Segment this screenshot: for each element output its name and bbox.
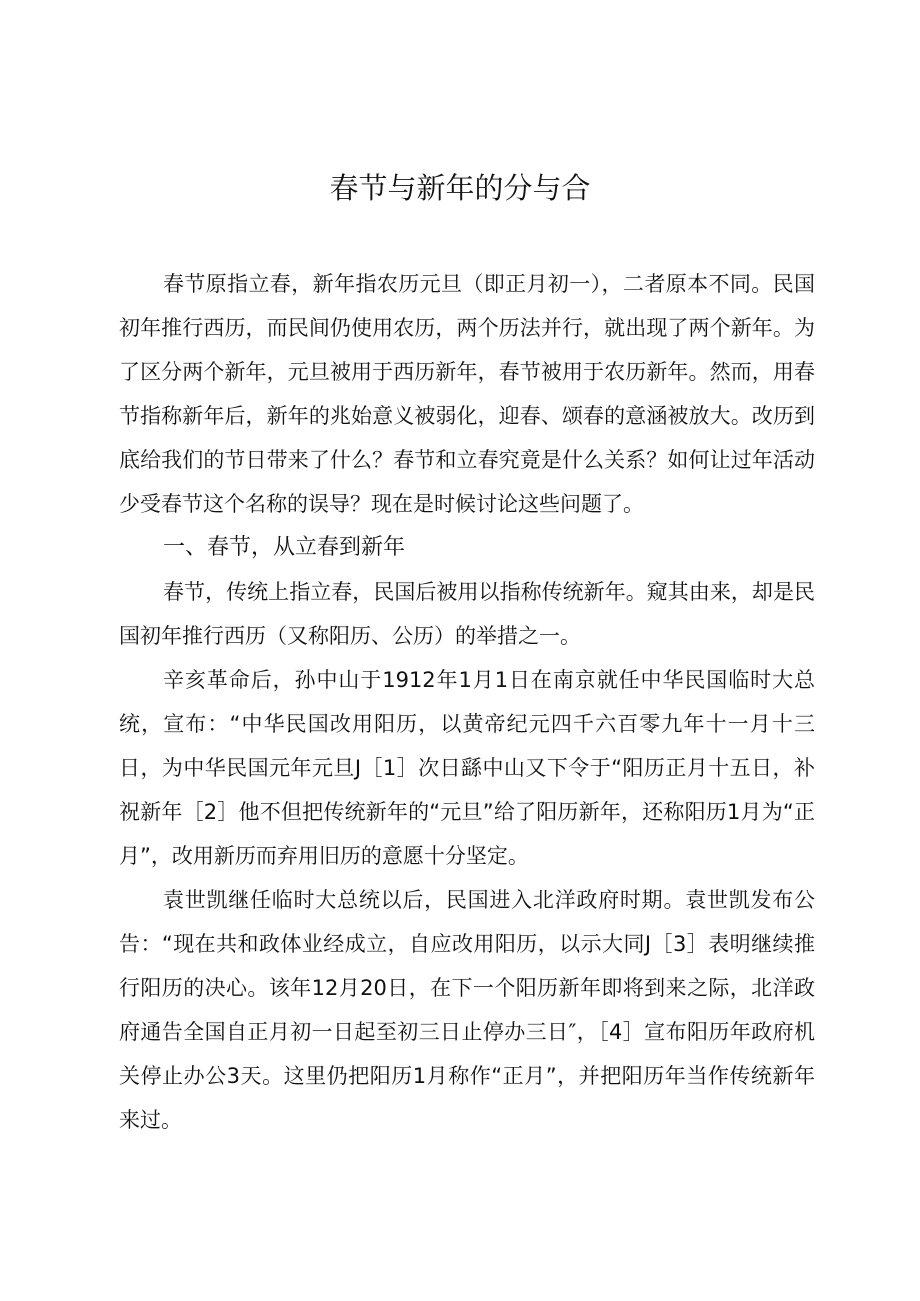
document-body (119, 262, 815, 1142)
document-title: 春节与新年的分与合 (329, 171, 591, 205)
paragraph-sun-yatsen: 辛亥革命后，孙中山于1912年1月1日在南京就任中华民国临时大总统，宣布：“中华民国改用阳历，以黄帝纪元四千六百零九年十一月十三日，为中华民国元年元旦J［1］次日繇中山又下令于“阳历正月十五日，补祝新年［2］他不但把传统新年的“元旦”给了阳历新年，还称阳历1月为“正月”，改用新历而弃用旧历的意愿十分坚定。 (119, 668, 815, 868)
paragraph-yuan-shikai: 袁世凯继任临时大总统以后，民国进入北洋政府时期。袁世凯发布公告：“现在共和政体业经成立，自应改用阳历，以示大同J［3］表明继续推行阳历的决心。该年12月20日，在下一个阳历新年即将到来之际，北洋政府通告全国自正月初一日起至初三日止停办三日″，［4］宣布阳历年政府机关停止办公3天。这里仍把阳历1月称作“正月”，并把阳历年当作传统新年来过。 (119, 888, 815, 1132)
paragraph-intro: 春节原指立春，新年指农历元旦（即正月初一），二者原本不同。民国初年推行西历，而民间仍使用农历，两个历法并行，就出现了两个新年。为了区分两个新年，元旦被用于西历新年，春节被用于农历新年。然而，用春节指称新年后，新年的兆始意义被弱化，迎春、颂春的意涵被放大。改历到底给我们的节日带来了什么？春节和立春究竟是什么关系？如何让过年活动少受春节这个名称的误导？现在是时候讨论这些问题了。 (119, 272, 815, 516)
paragraph-chunjie-origin: 春节，传统上指立春，民国后被用以指称传统新年。窥其由来，却是民国初年推行西历（又称阳历、公历）的举措之一。 (119, 580, 815, 648)
section-heading-1: 一、春节，从立春到新年 (163, 535, 406, 560)
